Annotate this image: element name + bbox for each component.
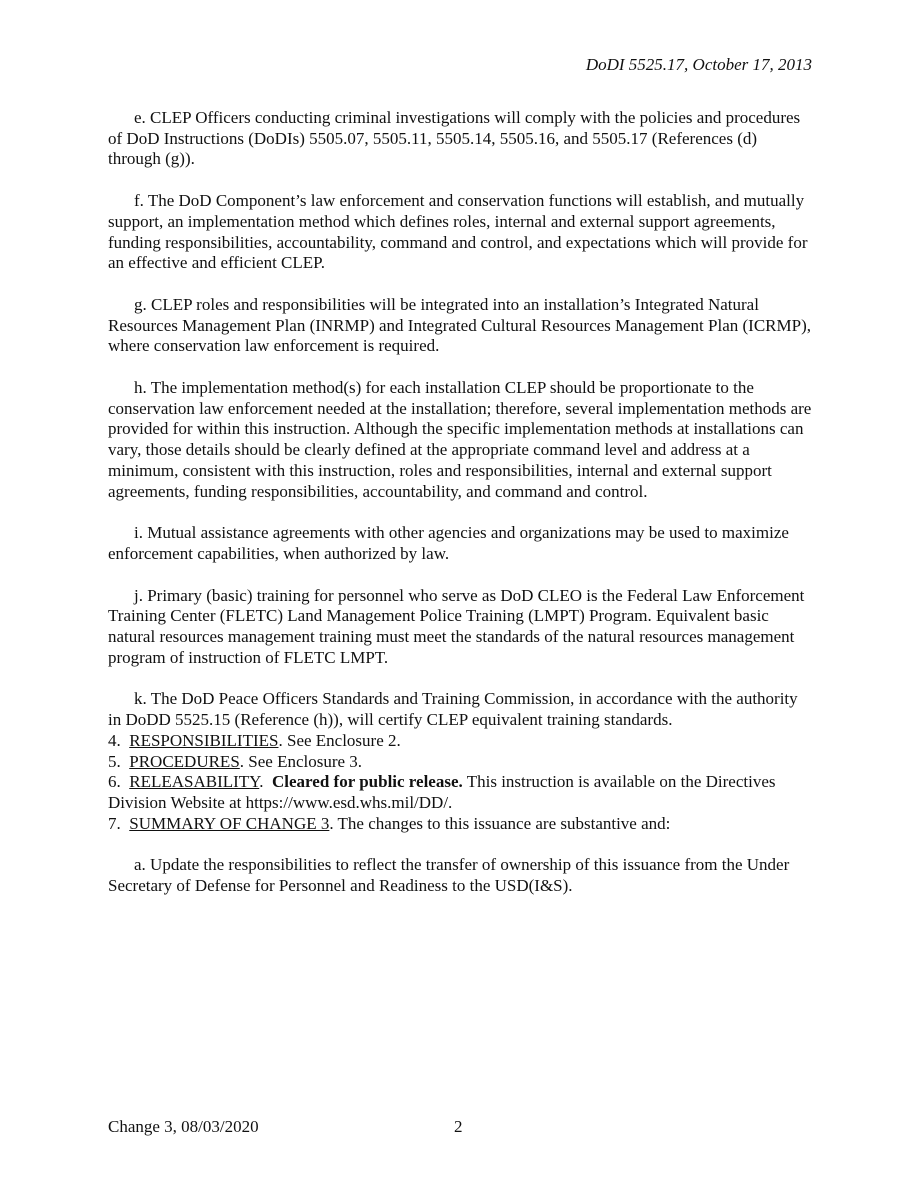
paragraph-j: j. Primary (basic) training for personnel who serve as DoD CLEO is the Federal Law Enforcement Training Center (FLETC) Land Management Police Training (LMPT) Program. Equivalent basic natural resources management training must meet the standards of the natural resources management program of instruction of FLETC LMPT. <box>108 585 805 667</box>
section-7-text: . The changes to this issuance are substantive and: <box>329 813 671 833</box>
section-4-title: RESPONSIBILITIES <box>129 730 279 750</box>
page-number: 2 <box>454 1117 463 1136</box>
paragraph-g: g. CLEP roles and responsibilities will be integrated into an installation’s Integrated Natural Resources Management Plan (INRMP) and Integrated Cultural Resources Management Plan (ICRMP), where conservation law enforcement is required. <box>108 294 811 356</box>
section-7 <box>108 814 814 835</box>
paragraph-7a: a. Update the responsibilities to reflect the transfer of ownership of this issuance from the Under Secretary of Defense for Personnel and Readiness to the USD(I&S). <box>108 855 790 896</box>
section-4-text: . See Enclosure 2. <box>278 730 401 750</box>
section-7-number: 7. <box>108 813 121 833</box>
section-6-bold-text: Cleared for public release. <box>272 772 463 792</box>
footer-change-info: Change 3, 08/03/2020 <box>108 1117 259 1136</box>
section-6-number: 6. <box>108 772 121 792</box>
section-6: 6. RELEASABILITY. Cleared for public release. This instruction is available on the Directives Division Website at https://www.esd.whs.mil/DD/. <box>108 772 776 812</box>
paragraph-h: h. The implementation method(s) for each installation CLEP should be proportionate to the conservation law enforcement needed at the installation; therefore, several implementation methods are provided for within this instruction. Although the specific implementation methods at installations can vary, those details should be clearly defined at the appropriate command level and address at a minimum, consistent with this instruction, roles and responsibilities, internal and external support agreements, funding responsibilities, accountability, and command and control. <box>108 378 812 501</box>
paragraph-i: i. Mutual assistance agreements with other agencies and organizations may be used to maximize enforcement capabilities, when authorized by law. <box>108 523 789 563</box>
section-4 <box>108 731 814 752</box>
document-header: DoDI 5525.17, October 17, 2013 <box>585 55 812 74</box>
section-5-text: . See Enclosure 3. <box>239 751 363 771</box>
document-body <box>108 108 814 897</box>
section-5 <box>108 752 814 773</box>
section-6-title: RELEASABILITY <box>129 772 260 792</box>
section-6-text: This instruction is available on the Directives Division Website at https://www.esd.whs.mil/DD/. <box>108 772 776 812</box>
paragraph-f: f. The DoD Component’s law enforcement and conservation functions will establish, and mutually support, an implementation method which defines roles, internal and external support agreements, funding responsibilities, accountability, command and control, and expectations which will provide for an effective and efficient CLEP. <box>108 191 808 273</box>
paragraph-k: k. The DoD Peace Officers Standards and Training Commission, in accordance with the authority in DoDD 5525.15 (Reference (h)), will certify CLEP equivalent training standards. <box>108 689 798 730</box>
section-5-title: PROCEDURES <box>129 751 240 771</box>
section-7-title: SUMMARY OF CHANGE 3 <box>129 813 330 833</box>
section-5-number: 5. <box>108 751 121 771</box>
section-4-number: 4. <box>108 730 121 750</box>
paragraph-e: e. CLEP Officers conducting criminal investigations will comply with the policies and procedures of DoD Instructions (DoDIs) 5505.07, 5505.11, 5505.14, 5505.16, and 5505.17 (References (d) through (g)). <box>108 108 801 169</box>
